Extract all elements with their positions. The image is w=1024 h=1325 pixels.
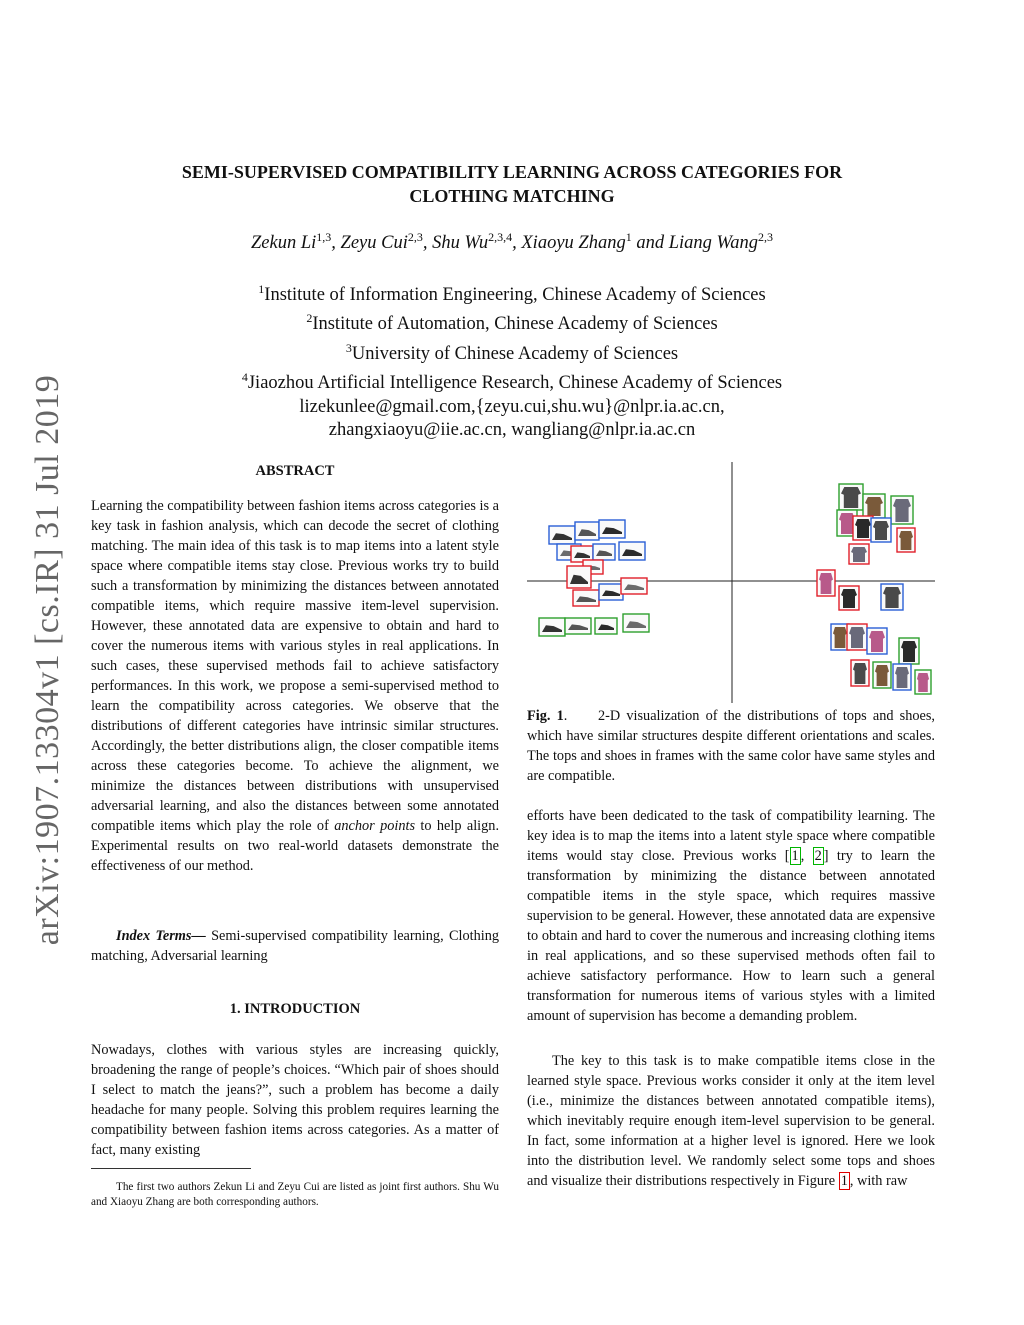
top-thumbnail [849,544,869,564]
paper-title [100,160,924,208]
shirt-icon [833,627,847,648]
citation-bracket: ] [823,848,829,864]
title-line-1: SEMI-SUPERVISED COMPATIBILITY LEARNING ACROSS CATEGORIES FOR [181,162,843,182]
affiliation-sup: 1 [258,282,265,296]
shirt-icon [869,631,885,652]
top-thumbnail [915,670,931,694]
intro-para1-continued [527,806,935,1026]
title-line-2: CLOTHING MATCHING [409,186,615,206]
shirt-icon [853,663,867,684]
affiliation-line [100,307,924,336]
author-sep: , [331,233,341,254]
top-thumbnail [899,638,919,664]
shoe-thumbnail [599,584,623,600]
shoe-thumbnail [595,618,617,634]
top-thumbnail [839,484,863,510]
citation-link-2[interactable]: 2 [814,848,822,864]
shirt-icon [893,499,911,522]
shirt-icon [883,587,901,608]
abstract-body [91,496,499,876]
abstract-text-end: to help align. Experimental results on two real-world datasets demonstrate the effectiveness of our method. [91,818,500,874]
arxiv-identifier-text: arXiv:1907.13304v1 [cs.IR] 31 Jul 2019 [29,374,66,946]
top-thumbnail [891,496,913,524]
shoe-thumbnail [593,544,615,560]
arxiv-identifier [18,374,78,946]
email-line: zhangxiaoyu@iie.ac.cn, wangliang@nlpr.ia.ac.cn [328,420,696,441]
caption-label: Fig. 1 [527,708,564,724]
figure-link-1[interactable]: 1 [840,1173,848,1189]
top-thumbnail [863,494,885,518]
citation-bracket: [ [784,848,790,864]
abstract-heading: ABSTRACT [255,463,335,479]
intro-cont-text-end: try to learn the transformation by minimizing the distance between annotated compatible items in the style space, which requires massive supervision to be general. However, these annotated data are expensive to obtain and hard to cover the numerous and increasing clothing items in real applications, and so these supervised methods often fail to achieve satisfactory performance. How to learn such a general transformation for numerous items of various styles with a limited amount of supervision has become a demanding problem. [527,848,935,1024]
shoe-thumbnail [573,590,599,606]
shirt-icon [851,547,867,562]
intro-cont-text: efforts have been dedicated to the task of compatibility learning. The key idea is to map the items into a latent style space where compatible items would stay close. Previous works [527,808,935,864]
affiliation-line [100,366,924,395]
top-thumbnail [853,516,873,540]
shirt-icon [873,521,889,540]
shirt-icon [855,519,871,538]
affiliation-sup: 4 [241,370,248,385]
author-name: Zeyu Cui [340,233,408,254]
shirt-icon [917,673,929,692]
author-affil-sup: 2,3,4 [488,230,513,244]
affiliations [100,278,924,442]
shirt-icon [841,589,857,608]
author-affil-sup: 2,3 [757,230,773,244]
intro-para1 [91,1040,499,1160]
shoe-thumbnail [539,618,565,636]
footnote-rule [91,1168,251,1169]
shirt-icon [849,627,865,648]
author-affil-sup: 1,3 [316,230,332,244]
top-thumbnail [867,628,887,654]
index-terms-label: Index Terms— [116,928,206,944]
affiliation-line [100,278,924,307]
figure-1-caption [527,706,935,786]
shirt-icon [841,487,861,508]
author-name: Xiaoyu Zhang [521,233,626,254]
author-sep: , [512,233,522,254]
affiliation-sup: 2 [306,311,313,326]
top-thumbnail [873,662,891,688]
shirt-icon [819,573,833,594]
author-name: Liang Wang [668,233,758,254]
intro-para2-text-end: , with raw [849,1173,908,1189]
author-sep: and [631,233,669,254]
author-list [100,230,924,254]
affiliation-line [100,337,924,366]
author-name: Shu Wu [432,233,489,254]
top-thumbnail [871,518,891,542]
top-thumbnail [893,664,911,690]
shoe-thumbnail [623,614,649,632]
caption-text: 2-D visualization of the distributions of tops and shoes, which have similar structures despite different orientations and scales. The tops and shoes in frames with the same color have same styles and are compatible. [527,708,935,784]
citation-sep: , [800,848,813,864]
caption-dot: . [563,708,568,724]
shoe-thumbnail [619,542,645,560]
index-terms-text: Semi-supervised compatibility learning, Clothing matching, Adversarial learning [91,928,499,964]
top-thumbnail [897,528,915,552]
top-thumbnail [817,570,835,596]
top-thumbnail [881,584,903,610]
footnote: The first two authors Zekun Li and Zeyu Cui are listed as joint first authors. Shu Wu and Xiaoyu Zhang are both corresponding authors. [91,1181,499,1208]
shirt-icon [895,667,909,688]
abstract-anchor-points: anchor points [334,818,416,834]
affiliation-text: Institute of Automation, Chinese Academy of Sciences [312,314,718,335]
shoe-thumbnail [549,526,575,544]
email-line: lizekunlee@gmail.com,{zeyu.cui,shu.wu}@nlpr.ia.ac.cn, [299,396,725,417]
shoe-thumbnail [599,520,625,538]
affiliation-sup: 3 [345,340,352,355]
affiliation-text: Jiaozhou Artificial Intelligence Research, Chinese Academy of Sciences [247,373,783,394]
citation-link-1[interactable]: 1 [791,848,799,864]
affiliation-text: University of Chinese Academy of Sciences [351,344,679,365]
top-thumbnail [851,660,869,686]
author-affil-sup: 2,3 [407,230,423,244]
intro-para1-text: Nowadays, clothes with various styles are increasing quickly, broadening the range of people’s choices. “Which pair of shoes should I select to match the jeans?”, such a problem has become a daily headache for many people. Solving this problem requires learning the compatibility between fashion items across categories. As a matter of fact, many existing [91,1042,499,1158]
top-thumbnail [839,586,859,610]
shoe-thumbnail [567,566,591,588]
item-thumbnails [539,484,931,694]
shirt-icon [899,531,913,550]
intro-para2-text: The key to this task is to make compatible items close in the learned style space. Previous works consider it only at the item level (i.e., minimize the distances between annotated compatible items), which inevitably require enough item-level supervision to be general. In fact, some information at a higher level is ignored. Here we look into the distribution level. We randomly select some tops and shoes and visualize their distributions respectively in Figure [527,1053,935,1189]
author-sep: , [422,233,433,254]
shirt-icon [901,641,917,662]
intro-heading: 1. INTRODUCTION [229,1001,361,1017]
abstract-text: Learning the compatibility between fashion items across categories is a key task in fashion analysis, which can decode the secret of clothing matching. The main idea of this task is to map items into a latent style space where compatible items stay close. Previous works try to build such a transformation by minimizing the distances between annotated compatible items, which require massive item-level supervision. However, these annotated data are expensive to obtain and hard to cover the numerous items with various styles in real applications. In such cases, these supervised methods fail to achieve satisfactory performances. In this work, we propose a semi-supervised method to learn the compatibility across categories. We observe that the distributions of different categories have intrinsic similar structures. Accordingly, the better distributions align, the closer compatible items across these categories become. To achieve the alignment, we minimize the distances between distributions with unsupervised adversarial learning, and also the distances between some annotated compatible items which play the role of [91,498,499,834]
shoe-thumbnail [565,618,591,634]
shirt-icon [875,665,889,686]
shoe-thumbnail [621,578,647,594]
author-name: Zekun Li [251,233,317,254]
shirt-icon [865,497,883,516]
affiliation-text: Institute of Information Engineering, Chinese Academy of Sciences [264,285,766,306]
intro-para2 [527,1051,935,1191]
figure-1-visualization [527,460,935,705]
top-thumbnail [847,624,867,650]
author-affil-sup: 1 [625,230,632,244]
top-thumbnail [831,624,849,650]
index-terms [91,926,499,966]
shoe-thumbnail [575,522,599,540]
